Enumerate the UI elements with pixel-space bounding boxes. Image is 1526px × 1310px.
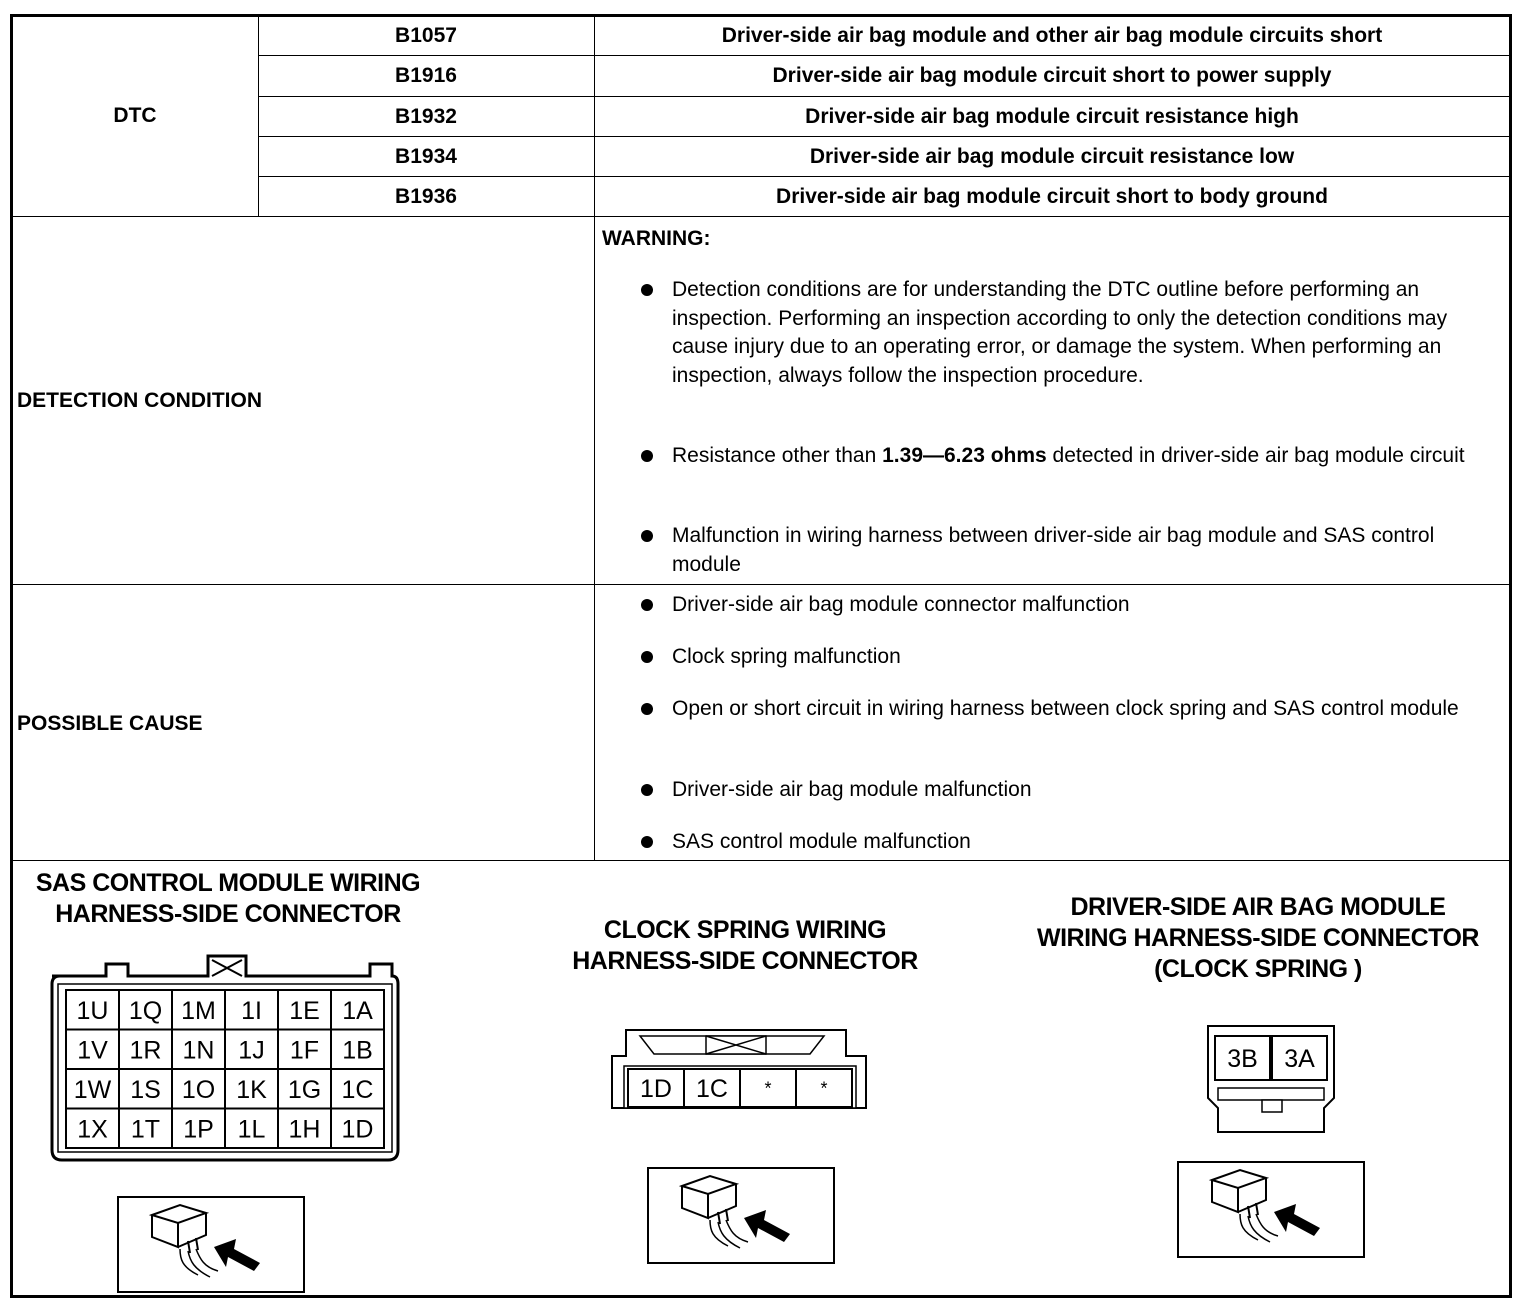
- harness-condition: Malfunction in wiring harness between driver-side air bag module and SAS control module: [672, 524, 1435, 576]
- dtc-description: Driver-side air bag module circuit resistance low: [809, 144, 1295, 168]
- pin-label: 1D: [640, 1075, 672, 1103]
- pin-label: 1I: [241, 996, 262, 1025]
- dtc-code: B1936: [395, 184, 457, 208]
- clock-spring-connector-view-icon: [648, 1168, 834, 1263]
- title-line: CLOCK SPRING WIRING: [603, 916, 887, 944]
- pin-label: *: [764, 1078, 772, 1099]
- pin-label: 1K: [236, 1075, 267, 1104]
- dtc-description: Driver-side air bag module circuit short to power supply: [772, 64, 1332, 87]
- pin-label: 1X: [77, 1115, 108, 1144]
- sas-pin-grid: [66, 990, 384, 1148]
- title-line: (CLOCK SPRING ): [1154, 955, 1362, 983]
- pin-label: 1J: [238, 1036, 265, 1065]
- pin-label: 1U: [76, 996, 109, 1025]
- resistance-value: 1.39—6.23 ohms: [882, 444, 1047, 467]
- dtc-description: Driver-side air bag module and other air bag module circuits short: [721, 23, 1383, 47]
- pin-label: 1E: [289, 996, 320, 1025]
- pin-label: 1C: [696, 1075, 728, 1103]
- cause-item: Driver-side air bag module malfunction: [672, 778, 1032, 801]
- title-line: WIRING HARNESS-SIDE CONNECTOR: [1036, 924, 1479, 952]
- pin-label: 1A: [342, 996, 373, 1025]
- pin-label: 1O: [181, 1075, 216, 1104]
- title-line: SAS CONTROL MODULE WIRING: [35, 869, 421, 897]
- pin-label: 1Q: [128, 996, 163, 1025]
- title-line: HARNESS-SIDE CONNECTOR: [55, 900, 401, 928]
- airbag-connector-view-icon: [1178, 1162, 1364, 1257]
- dtc-description: Driver-side air bag module circuit short to body ground: [776, 184, 1328, 208]
- dtc-code: B1932: [395, 104, 457, 128]
- pin-label: 1T: [130, 1115, 161, 1144]
- dtc-code: B1057: [395, 23, 457, 47]
- pin-label: 1M: [181, 996, 216, 1025]
- pin-label: 1H: [288, 1115, 321, 1144]
- sas-connector-view-icon: [118, 1197, 304, 1292]
- pin-label: 1W: [73, 1075, 112, 1104]
- pin-label: 1B: [342, 1036, 373, 1065]
- title-line: DRIVER-SIDE AIR BAG MODULE: [1070, 893, 1446, 921]
- pin-label: 1G: [287, 1075, 322, 1104]
- dtc-code: B1934: [395, 144, 457, 168]
- pin-label: 1D: [341, 1115, 374, 1144]
- warning-text: Detection conditions are for understanding the DTC outline before performing an inspection. Performing an inspection according to only the detection conditions may cause injury due to an operating error, or damage the system. When performing an inspection, always follow the inspection procedure.: [672, 278, 1448, 387]
- pin-label: 1L: [237, 1115, 266, 1144]
- pin-label: 1F: [289, 1036, 320, 1065]
- detection-condition-label: DETECTION CONDITION: [17, 389, 262, 412]
- pin-label: 1N: [182, 1036, 215, 1065]
- pin-label: 1V: [77, 1036, 108, 1065]
- pin-label: *: [820, 1078, 828, 1099]
- resistance-suffix: detected in driver-side air bag module circuit: [1046, 444, 1465, 467]
- warning-title: WARNING:: [602, 227, 711, 250]
- airbag-pin-row: [1215, 1036, 1327, 1080]
- cause-item: Clock spring malfunction: [672, 645, 901, 668]
- dtc-label: DTC: [113, 104, 157, 127]
- pin-label: 1R: [129, 1036, 162, 1065]
- resistance-prefix: Resistance other than: [672, 444, 883, 467]
- title-line: HARNESS-SIDE CONNECTOR: [572, 947, 918, 975]
- dtc-code: B1916: [395, 64, 457, 87]
- cause-item: SAS control module malfunction: [672, 830, 971, 853]
- cause-item: Driver-side air bag module connector malfunction: [672, 593, 1130, 616]
- pin-label: 1P: [183, 1115, 214, 1144]
- pin-label: 1S: [130, 1075, 161, 1104]
- pin-label: 1C: [341, 1075, 374, 1104]
- pin-label: 3B: [1227, 1045, 1258, 1073]
- cause-item: Open or short circuit in wiring harness between clock spring and SAS control module: [672, 697, 1459, 720]
- possible-cause-label: POSSIBLE CAUSE: [17, 712, 203, 735]
- dtc-description: Driver-side air bag module circuit resistance high: [805, 104, 1299, 128]
- clock-spring-pin-row: [628, 1069, 852, 1107]
- pin-label: 3A: [1284, 1045, 1315, 1073]
